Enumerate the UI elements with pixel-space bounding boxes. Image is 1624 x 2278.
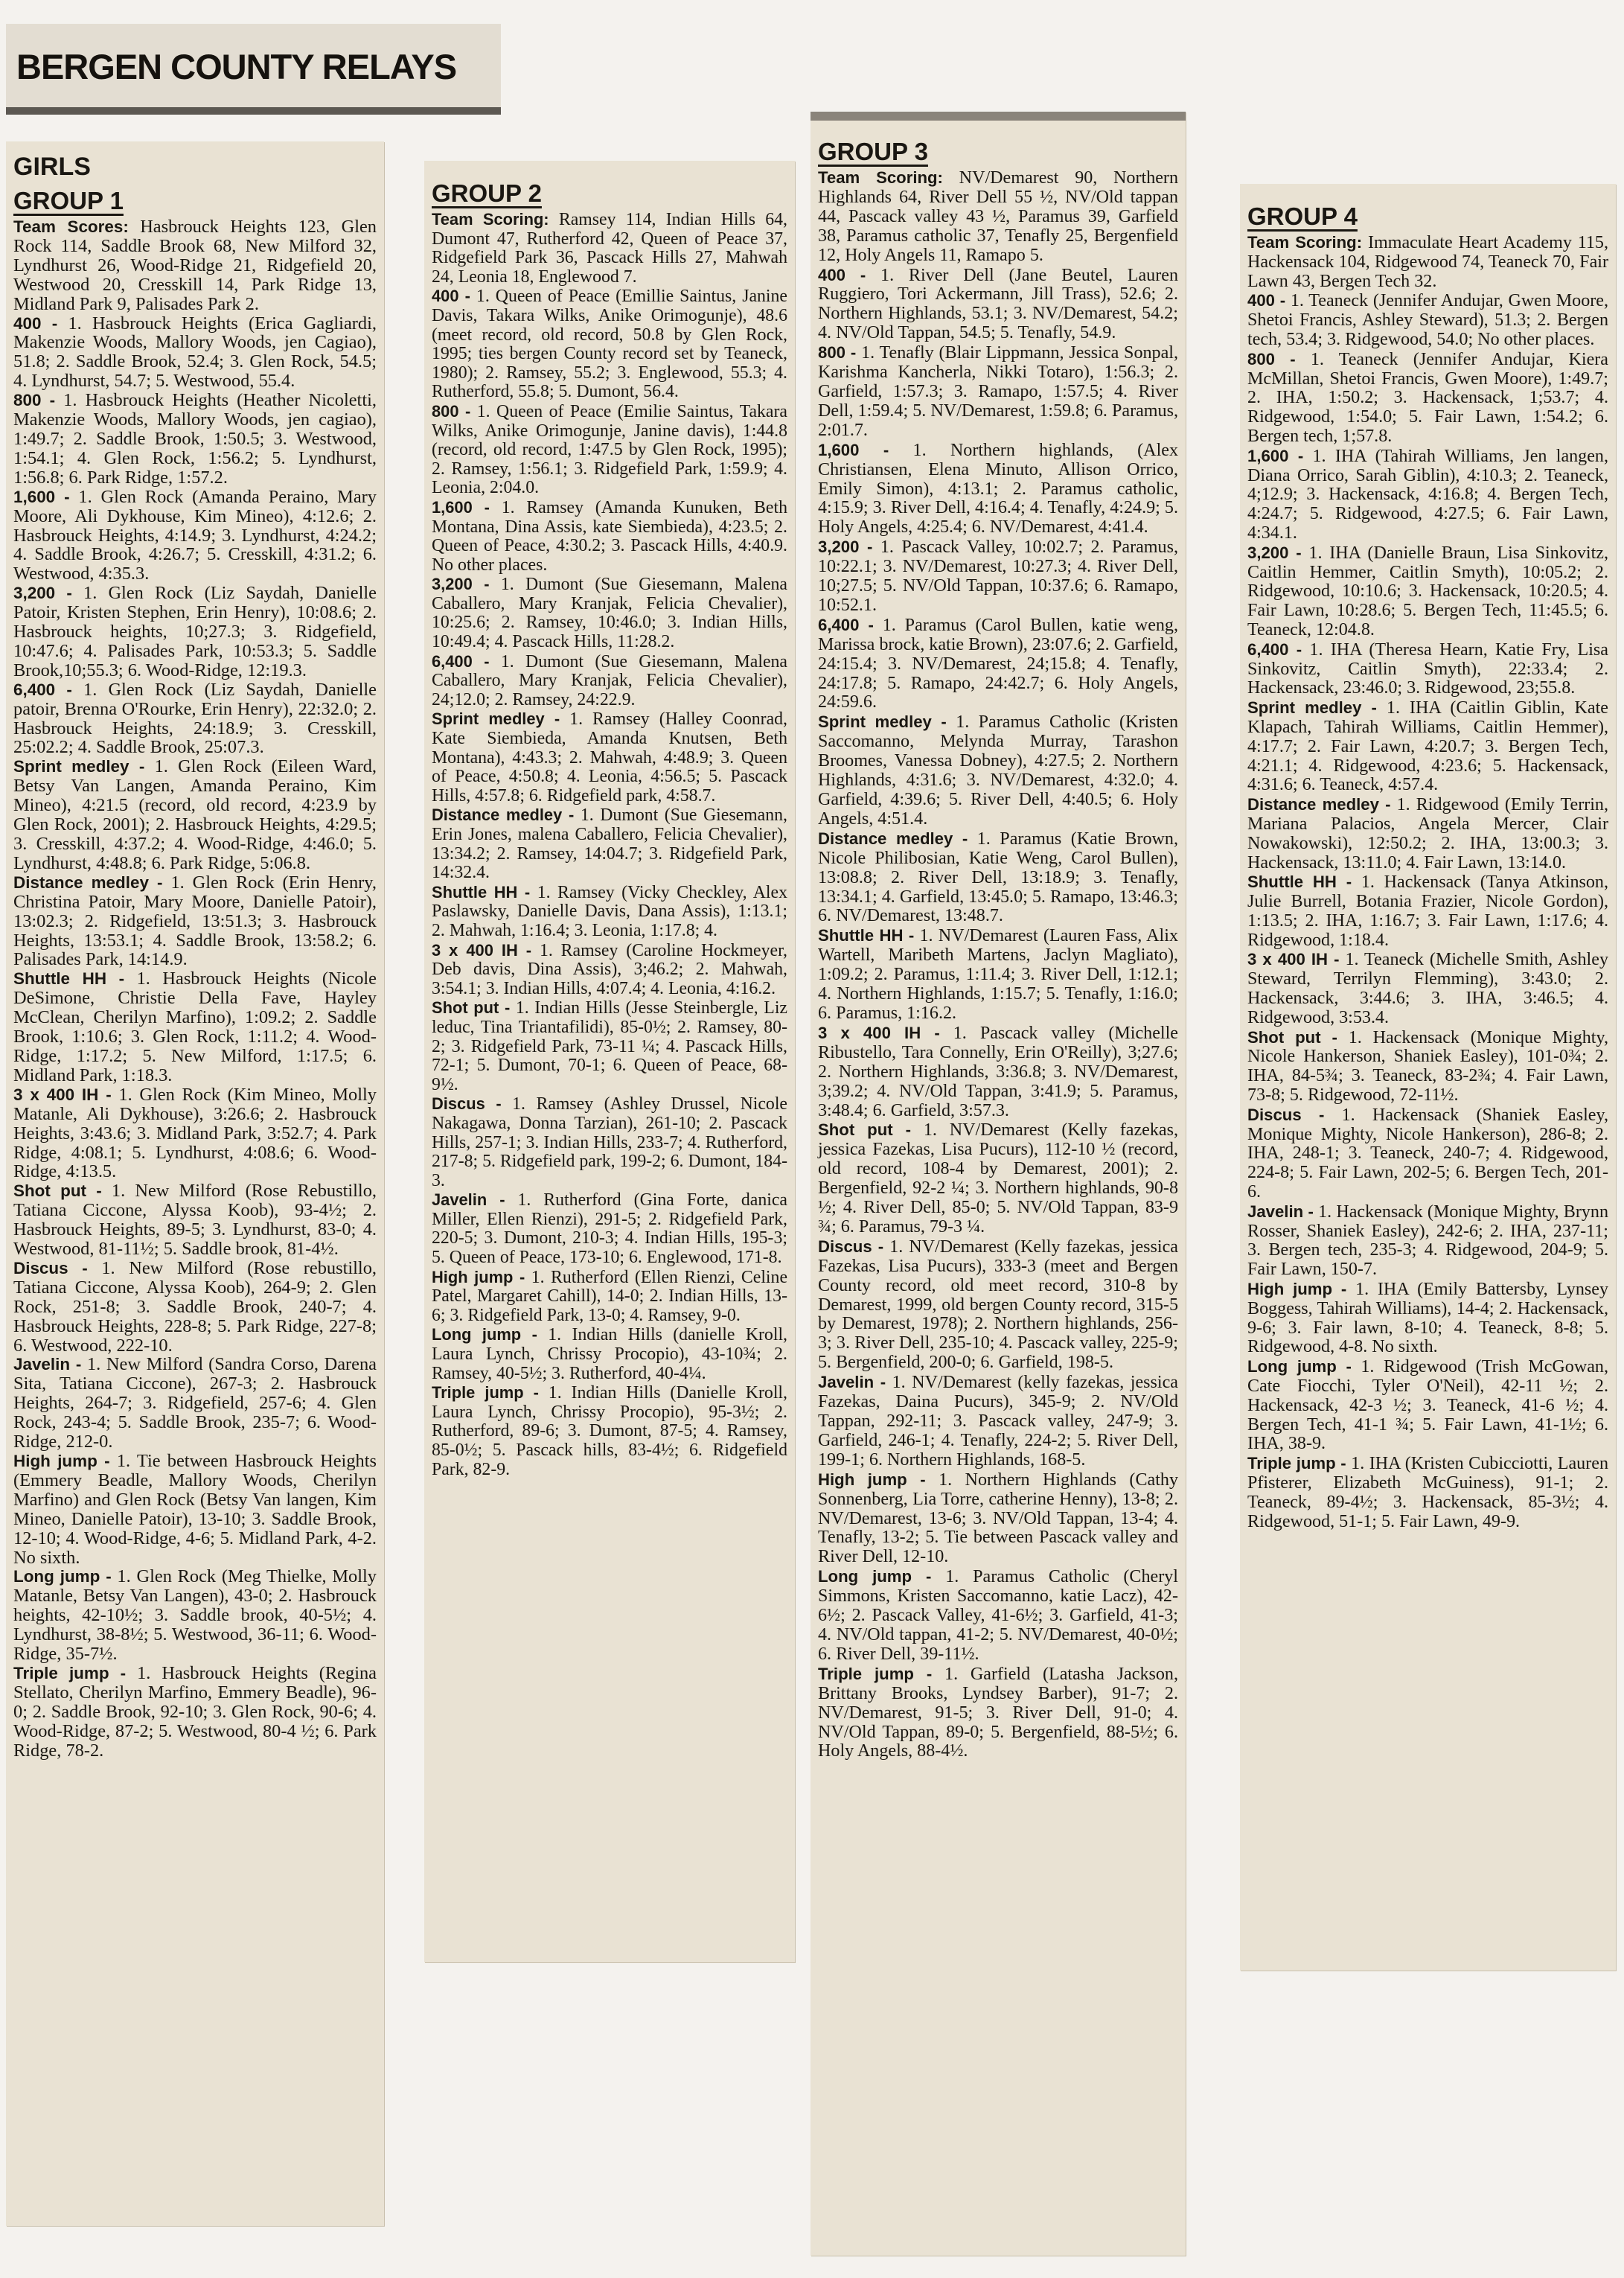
result-entry [432,402,787,498]
event-results: Hasbrouck Heights 123, Glen Rock 114, Saddle Brook 68, New Milford 32, Lyndhurst 26, Wood-Ridge 21, Ridgefield 20, Westwood 20, Cresskill 14, Park Ridge 13, Midland Park 9, Palisades Park 2. [13,217,377,314]
result-entry [13,1664,377,1761]
event-label: 1,600 - [818,440,889,459]
event-results: 1. IHA (Danielle Braun, Lisa Sinkovitz, Caitlin Hemmer, Caitlin Smyth), 10:05.2; 2. Ridgewood, 10:10.6; 3. Hackensack, 10:20.5; 4. Fair Lawn, 10:28.6; 5. Bergen Tech, 11:45.5; 6. Teaneck, 12:04.8. [1247,543,1608,639]
event-label: Team Scoring: [1247,233,1363,252]
result-entry [818,829,1178,927]
result-entry [1247,1454,1608,1531]
result-entry [818,1470,1178,1568]
page-title: BERGEN COUNTY RELAYS [16,47,457,86]
header-banner [6,24,501,115]
event-label: Sprint medley - [1247,698,1377,718]
result-entry [432,1094,787,1190]
event-results: 1. Glen Rock (Kim Mineo, Molly Matanle, Ali Dykhouse), 3:26.6; 2. Hasbrouck Heights, 3:43.6; 3. Midland Park, 3:52.7; 4. Park Ridge, 4:08.1; 5. Lyndhurst, 4:08.6; 6. Wood-Ridge, 4:13.5. [13,1084,377,1182]
event-results: 1. IHA (Tahirah Williams, Jen langen, Diana Orrico, Sarah Giblin), 4:10.3; 2. Teaneck, 4;12.9; 3. Hackensack, 4:16.8; 4. Bergen Tech, 4:24.7; 5. Ridgewood, 4:27.5; 6. Fair Lawn, 4:34.1. [1247,446,1608,543]
event-label: High jump - [1247,1280,1347,1299]
result-entry [1247,1028,1608,1106]
event-results: 1. Hackensack (Shaniek Easley, Monique Mighty, Nicole Hankerson), 286-8; 2. IHA, 248-1; 3. Teaneck, 240-7; 4. Ridgewood, 224-8; 5. Fair Lawn, 202-5; 6. Bergen Tech, 201-6. [1247,1105,1608,1202]
result-entry [432,575,787,651]
event-results: 1. Hackensack (Monique Mighty, Brynn Rosser, Shaniek Easley), 242-6; 2. IHA, 237-11; 3. Bergen tech, 235-3; 4. Ridgewood, 204-9; 5. Fair Lawn, 150-7. [1247,1202,1608,1280]
event-label: Discus - [1247,1105,1325,1124]
event-label: Sprint medley - [13,757,145,776]
result-entry [13,391,377,488]
event-label: 400 - [432,287,470,306]
result-entry [1247,350,1608,447]
event-label: Long jump - [1247,1357,1352,1376]
event-label: Shuttle HH - [432,882,531,902]
event-label: Discus - [13,1258,88,1277]
event-results: 1. IHA (Kristen Cubicciotti, Lauren Pfisterer, Elizabeth McGuiness), 91-1; 2. Teaneck, 89-4½; 3. Hackensack, 85-3½; 4. Ridgewood, 51-1; 5. Fair Lawn, 49-9. [1247,1454,1608,1531]
result-entry [432,1383,787,1479]
event-label: Team Scoring: [818,168,943,187]
result-entry [1247,698,1608,795]
event-results: 1. River Dell (Jane Beutel, Lauren Ruggiero, Tori Ackermann, Jill Trass), 52.6; 2. Northern Highlands, 53.1; 3. NV/Demarest, 54.2; 4. NV/Old Tappan, 54.5; 5. Tenafly, 54.9. [818,265,1178,343]
event-label: 1,600 - [1247,446,1304,465]
result-entry [13,1181,377,1259]
event-results: 1. Pascack valley (Michelle Ribustello, Tara Connelly, Erin O'Reilly), 3;27.6; 2. Northern Highlands, 3:36.8; 3. NV/Demarest, 3;39.2; 4. NV/Old Tappan, 3:41.9; 5. Paramus, 3:48.4; 6. Garfield, 3:57.3. [818,1023,1178,1120]
results-text [1247,233,1608,1531]
event-label: 800 - [432,401,471,421]
result-entry [432,805,787,882]
event-label: 1,600 - [13,487,70,506]
event-results: 1. Ramsey (Halley Coonrad, Kate Siembieda, Amanda Knutsen, Beth Montana), 4:43.3; 2. Mahwah, 4:48.9; 3. Queen of Peace, 4:50.8; 4. Leonia, 4:56.5; 5. Pascack Hills, 4:57.8; 6. Ridgefield park, 4:58.7. [432,709,787,805]
result-entry [1247,640,1608,698]
event-results: 1. Hackensack (Tanya Atkinson, Julie Burrell, Botania Frazier, Nicole Gordon), 1:13.5; 2. IHA, 1:16.7; 3. Fair Lawn, 1:17.6; 4. Ridgewood, 1:18.4. [1247,872,1608,950]
event-results: 1. Glen Rock (Erin Henry, Christina Patoir, Mary Moore, Danielle Patoir), 13:02.3; 2. Ridgefield, 13:51.3; 3. Hasbrouck Heights, 13:53.1; 4. Saddle Brook, 13:58.2; 6. Palisades Park, 14:14.9. [13,872,377,970]
result-entry [13,217,377,314]
event-label: Triple jump - [818,1664,933,1683]
event-label: 6,400 - [1247,639,1302,659]
event-results: 1. IHA (Theresa Hearn, Katie Fry, Lisa Sinkovitz, Caitlin Smyth), 22:33.4; 2. Hackensack, 23:46.0; 3. Ridgewood, 23;55.8. [1247,639,1609,698]
event-label: High jump - [818,1470,926,1489]
event-label: 400 - [1247,291,1286,310]
event-results: NV/Demarest 90, Northern Highlands 64, River Dell 55 ½, NV/Old tappan 44, Pascack valley 43 ½, Paramus 39, Garfield 38, Paramus catholic 37, Tenafly 25, Bergenfield 12, Holy Angels 11, Ramapo 5. [818,168,1178,265]
event-results: 1. Dumont (Sue Giesemann, Malena Caballero, Mary Kranjak, Felicia Chevalier), 10:25.6; 2. Ramsey, 10:46.0; 3. Indian Hills, 10:49.4; 4. Pascack Hills, 11:28.2. [432,575,787,652]
result-entry [13,1355,377,1452]
result-entry [432,1325,787,1383]
result-entry [13,488,377,584]
event-label: 1,600 - [432,497,490,517]
result-entry [818,712,1178,829]
event-results: 1. Glen Rock (Liz Saydah, Danielle patoir, Brenna O'Rourke, Erin Henry), 22:32.0; 2. Hasbrouck Heights, 24:18.9; 3. Cresskill, 25:02.2; 4. Saddle Brook, 25:07.3. [13,679,377,758]
event-label: Distance medley - [432,805,575,825]
group-heading: GROUP 2 [432,179,542,207]
event-results: 1. Hasbrouck Heights (Regina Stellato, Cherilyn Marfino, Emmery Beadle), 96-0; 2. Saddle Brook, 92-10; 3. Glen Rock, 90-6; 4. Wood-Ridge, 87-2; 5. Westwood, 80-4 ½; 6. Park Ridge, 78-2. [13,1662,377,1761]
event-results: 1. Glen Rock (Eileen Ward, Betsy Van Langen, Amanda Peraino, Kim Mineo), 4:21.5 (record, old record, 4:23.9 by Glen Rock, 2001); 2. Hasbrouck Heights, 4:29.5; 3. Cresskill, 4:37.2; 4. Wood-Ridge, 4:46.0; 5. Lyndhurst, 4:48.8; 6. Park Ridge, 5:06.8. [13,756,377,873]
event-results: 1. Teaneck (Jennifer Andujar, Kiera McMillan, Shetoi Francis, Gwen Moore), 1:49.7; 2. IHA, 1:50.2; 3. Hackensack, 1;53.7; 4. Ridgewood, 1:54.0; 5. Fair Lawn, 1:54.2; 6. Bergen tech, 1;57.8. [1247,349,1608,446]
event-label: Distance medley - [13,872,163,892]
result-entry [818,1024,1178,1121]
event-label: Distance medley - [818,829,968,848]
event-results: 1. Indian Hills (danielle Kroll, Laura Lynch, Chrissy Procopio), 43-10¾; 2. Ramsey, 40-5½; 3. Rutherford, 40-4¼. [432,1325,788,1383]
event-results: 1. Hasbrouck Heights (Heather Nicoletti, Makenzie Woods, Mallory Woods, jen cagiao), 1:49.7; 2. Saddle Brook, 1:50.5; 3. Westwood, 1:54.1; 4. Glen Rock, 1:56.2; 5. Lyndhurst, 1:56.8; 6. Park Ridge, 1:57.2. [13,390,377,488]
event-label: Shot put - [13,1181,102,1201]
event-results: 1. Ridgewood (Emily Terrin, Mariana Palacios, Angela Mercer, Clair Nowakowski), 12:50.2; 2. IHA, 13:00.3; 3. Hackensack, 13:11.0; 4. Fair Lawn, 13:14.0. [1247,795,1609,872]
event-results: Immaculate Heart Academy 115, Hackensack 104, Ridgewood 74, Teaneck 70, Fair Lawn 43, Bergen Tech 32. [1247,233,1609,291]
result-entry [13,1567,377,1664]
event-label: Shuttle HH - [818,926,915,945]
result-entry [13,757,377,872]
result-entry [1247,1202,1608,1280]
event-results: 1. IHA (Caitlin Giblin, Kate Klapach, Tahirah Williams, Caitlin Hemmer), 4:17.7; 2. Fair Lawn, 4:20.7; 3. Bergen Tech, 4:21.1; 4. Ridgewood, 4:23.6; 5. Hackensack, 4:31.6; 6. Teaneck, 4:57.4. [1247,698,1608,795]
event-results: 1. Dumont (Sue Giesemann, Erin Jones, malena Caballero, Felicia Chevalier), 13:34.2; 2. Ramsey, 14:04.7; 3. Ridgefield Park, 14:32.4. [432,805,787,883]
result-entry [1247,1280,1608,1357]
event-label: Triple jump - [432,1383,539,1403]
divider-bar [811,112,1186,121]
clipping-group-3 [811,112,1186,2256]
event-results: 1. Ramsey (Ashley Drussel, Nicole Nakagawa, Donna Tarzian), 261-10; 2. Pascack Hills, 257-1; 3. Indian Hills, 233-7; 4. Rutherford, 217-8; 5. Ridgefield park, 199-2; 6. Dumont, 184-3. [432,1094,787,1190]
result-entry [13,873,377,970]
result-entry [13,969,377,1085]
result-entry [13,1259,377,1356]
event-label: 3,200 - [1247,543,1302,562]
event-label: 800 - [13,391,56,410]
results-text [13,217,377,1761]
event-results: 1. Teaneck (Michelle Smith, Ashley Steward, Terrilyn Flemming), 3:43.0; 2. Hackensack, 3:44.6; 3. IHA, 3:46.5; 4. Ridgewood, 3:53.4. [1247,950,1608,1027]
result-entry [818,537,1178,616]
clipping-group-4 [1240,184,1616,1971]
event-label: 6,400 - [432,651,490,671]
result-entry [13,1452,377,1567]
event-results: 1. Queen of Peace (Emillie Saintus, Janine Davis, Takara Wilks, Anike Orimogunje), 48.6 (meet record, old record, 50.8 by Glen Rock, 1995; ties bergen County record set by Teaneck, 1980); 2. Ramsey, 55.2; 3. Englewood, 55.3; 4. Rutherford, 55.8; 5. Dumont, 56.4. [432,287,787,402]
event-label: 400 - [13,313,58,333]
event-label: Distance medley - [1247,795,1391,814]
event-label: Shot put - [1247,1027,1337,1047]
event-results: 1. Ramsey (Amanda Kunuken, Beth Montana, Dina Assis, kate Siembieda), 4:23.5; 2. Queen of Peace, 4:30.2; 3. Pascack Hills, 4:40.9. No other places. [432,497,787,575]
event-label: Shot put - [432,998,511,1018]
results-text [432,210,787,1479]
event-label: Shuttle HH - [1247,872,1352,892]
event-label: Sprint medley - [818,712,947,732]
result-entry [818,266,1178,344]
event-results: 1. New Milford (Sandra Corso, Darena Sita, Tatiana Ciccone), 267-3; 2. Hasbrouck Heights, 264-7; 3. Ridgefield, 257-6; 4. Glen Rock, 243-4; 5. Saddle Brook, 235-7; 6. Wood-Ridge, 212-0. [13,1354,377,1452]
event-label: Shot put - [818,1120,911,1140]
event-label: 3 x 400 IH - [13,1085,112,1104]
result-entry [432,287,787,402]
result-entry [1247,1357,1608,1454]
event-results: 1. Teaneck (Jennifer Andujar, Gwen Moore, Shetoi Francis, Ashley Steward), 51.3; 2. Bergen tech, 53.4; 3. Ridgewood, 54.0; No other places. [1247,291,1608,349]
result-entry [13,680,377,758]
event-results: 1. Rutherford (Gina Forte, danica Miller, Ellen Rienzi), 291-5; 2. Ridgefield Park, 220-5; 3. Dumont, 210-3; 4. Indian Hills, 195-3; 5. Queen of Peace, 173-10; 6. Englewood, 171-8. [432,1190,787,1268]
event-label: 3 x 400 IH - [818,1023,940,1042]
result-entry [13,1085,377,1182]
event-results: 1. Ramsey (Caroline Hockmeyer, Deb davis, Dina Assis), 3;46.2; 2. Mahwah, 3:54.1; 3. Indian Hills, 4:07.4; 4. Leonia, 4:16.2. [432,940,787,998]
event-label: Javelin - [13,1355,82,1374]
event-results: 1. NV/Demarest (kelly fazekas, jessica Fazekas, Daina Pucurs), 345-9; 2. NV/Old Tappan, 292-11; 3. Pascack valley, 247-9; 3. Garfield, 246-1; 4. Tenafly, 224-2; 5. River Dell, 199-1; 6. Northern Highlands, 168-5. [818,1373,1179,1470]
result-entry [13,314,377,392]
event-label: Long jump - [13,1567,112,1586]
event-results: 1. Dumont (Sue Giesemann, Malena Caballero, Mary Kranjak, Felicia Chevalier), 24;12.0; 2. Ramsey, 24:22.9. [432,651,787,709]
event-label: Discus - [432,1094,502,1114]
event-results: 1. Glen Rock (Meg Thielke, Molly Matanle, Betsy Van Langen), 43-0; 2. Hasbrouck heights, 42-10½; 3. Saddle brook, 40-5½; 4. Lyndhurst, 38-8½; 5. Westwood, 36-11; 6. Wood-Ridge, 35-7½. [13,1566,377,1665]
result-entry [432,941,787,999]
event-label: 3,200 - [818,537,873,557]
result-entry [432,1268,787,1326]
result-entry [818,1567,1178,1665]
result-entry [1247,795,1608,872]
event-label: Long jump - [432,1325,537,1344]
result-entry [1247,872,1608,950]
event-results: 1. Rutherford (Ellen Rienzi, Celine Patel, Margaret Cahill), 14-0; 2. Indian Hills, 13-6; 3. Ridgefield Park, 13-0; 4. Ramsey, 9-0. [432,1267,788,1325]
result-entry [818,616,1178,713]
result-entry [818,1373,1178,1470]
event-label: 3 x 400 IH - [1247,950,1340,969]
event-label: 3,200 - [432,575,490,594]
event-label: Discus - [818,1237,884,1256]
event-results: 1. Northern highlands, (Alex Christiansen, Elena Minuto, Allison Orrico, Emily Simon), 4:13.1; 2. Paramus catholic, 4:15.9; 3. River Dell, 4:16.4; 4. Tenafly, 4:24.9; 5. Holy Angels, 4:25.4; 6. NV/Demarest, 4:41.4. [818,440,1179,537]
section-title-girls: GIRLS [13,153,91,181]
event-label: High jump - [13,1452,110,1470]
event-results: 1. New Milford (Rose rebustillo, Tatiana Ciccone, Alyssa Koob), 264-9; 2. Glen Rock, 251-8; 3. Saddle Brook, 240-7; 4. Hasbrouck Heights, 228-8; 5. Park Ridge, 227-8; 6. Westwood, 222-10. [13,1257,377,1356]
event-results: Ramsey 114, Indian Hills 64, Dumont 47, Rutherford 42, Queen of Peace 37, Ridgefield Park 36, Pascack Hills 27, Mahwah 24, Leonia 18, Englewood 7. [432,210,787,287]
results-text [818,168,1178,1761]
result-entry [818,1120,1178,1237]
event-label: Triple jump - [13,1663,127,1682]
group-heading: GROUP 4 [1247,202,1358,230]
event-results: 1. Pascack Valley, 10:02.7; 2. Paramus, 10:22.1; 3. NV/Demarest, 10:27.3; 4. River Dell, 10;27.5; 5. NV/Old Tappan, 10:37.6; 6. Ramapo, 10:52.1. [818,537,1178,615]
result-entry [1247,1106,1608,1202]
event-label: Shuttle HH - [13,969,125,989]
event-results: 1. Hackensack (Monique Mighty, Nicole Hankerson, Shaniek Easley), 101-0¾; 2. IHA, 84-5¾; 3. Teaneck, 83-2¾; 4. Fair Lawn, 73-8; 5. Ridgewood, 72-11½. [1247,1027,1608,1106]
event-label: 800 - [818,343,857,363]
event-results: 1. Hasbrouck Heights (Nicole DeSimone, Christie Della Fave, Hayley McClean, Cherilyn Marfino), 1:09.2; 2. Saddle Brook, 1:10.6; 3. Glen Rock, 1:11.2; 4. Wood-Ridge, 1:17.2; 5. New Milford, 1:17.5; 6. Midland Park, 1:18.3. [13,969,377,1085]
result-entry [432,709,787,805]
result-entry [1247,950,1608,1027]
result-entry [13,584,377,680]
event-label: Sprint medley - [432,709,560,729]
event-label: 6,400 - [13,680,72,699]
event-results: 1. Paramus Catholic (Cheryl Simmons, Kristen Saccomanno, katie Lacz), 42-6½; 2. Pascack Valley, 41-6½; 3. Garfield, 41-3; 4. NV/Old tappan, 41-2; 5. NV/Demarest, 40-0½; 6. River Dell, 39-11½. [818,1567,1178,1664]
group-heading: GROUP 1 [13,187,124,214]
event-results: 1. Paramus Catholic (Kristen Saccomanno, Melynda Murray, Tarashon Broomes, Vanessa Dobney), 4:27.5; 2. Northern Highlands, 4:31.6; 3. NV/Demarest, 4:32.0; 4. Garfield, 4:39.6; 5. River Dell, 4:40.5; 6. Holy Angels, 4:51.4. [818,712,1178,829]
event-results: 1. Ramsey (Vicky Checkley, Alex Paslawsky, Danielle Davis, Dana Assis), 1:13.1; 2. Mahwah, 1:16.4; 3. Leonia, 1:17.8; 4. [432,882,788,940]
event-results: 1. Paramus (Katie Brown, Nicole Philibosian, Katie Weng, Carol Bullen), 13:08.8; 2. River Dell, 13:18.9; 3. Tenafly, 13:34.1; 4. Garfield, 13:45.0; 5. Ramapo, 13:46.3; 6. NV/Demarest, 13:48.7. [818,829,1179,926]
result-entry [432,652,787,710]
event-results: 1. Tie between Hasbrouck Heights (Emmery Beadle, Mallory Woods, Cherilyn Marfino) and Glen Rock (Betsy Van langen, Kim Mineo, Danielle Patoir), 13-10; 3. Saddle Brook, 12-10; 4. Wood-Ridge, 4-6; 5. Midland Park, 4-2. No sixth. [13,1451,377,1568]
event-label: 6,400 - [818,615,874,634]
result-entry [1247,543,1608,640]
event-label: High jump - [432,1267,525,1286]
event-label: 3 x 400 IH - [432,940,532,960]
result-entry [1247,447,1608,543]
event-label: Triple jump - [1247,1454,1346,1473]
event-results: 1. Northern Highlands (Cathy Sonnenberg, Lia Torre, catherine Henny), 13-8; 2. NV/Demarest, 13-6; 3. NV/Old Tappan, 13-4; 4. Tenafly, 13-2; 5. Tie between Pascack valley and River Dell, 12-10. [818,1470,1178,1567]
event-label: 3,200 - [13,584,72,603]
result-entry [1247,291,1608,349]
clipping-group-1 [6,141,384,2226]
event-results: 1. Tenafly (Blair Lippmann, Jessica Sonpal, Karishma Kancherla, Nikki Totaro), 1:56.3; 2. Garfield, 1:57.3; 3. Ramapo, 1:57.5; 4. River Dell, 1:59.4; 5. NV/Demarest, 1:59.8; 6. Paramus, 2:01.7. [818,343,1178,440]
event-label: Javelin - [818,1373,886,1392]
result-entry [818,926,1178,1024]
event-results: 1. Indian Hills (Danielle Kroll, Laura Lynch, Chrissy Procopio), 95-3½; 2. Rutherford, 89-6; 3. Dumont, 87-5; 4. Ramsey, 85-0½; 5. Pascack hills, 83-4½; 6. Ridgefield Park, 82-9. [432,1383,787,1479]
event-label: Javelin - [432,1190,505,1210]
event-label: Long jump - [818,1567,932,1586]
event-label: Javelin - [1247,1202,1314,1221]
event-results: 1. NV/Demarest (Kelly fazekas, jessica Fazekas, Lisa Pucurs), 333-3 (meet and Bergen County record, old meet record, 310-8 by Demarest, 1999, old bergen County record, 315-5 by Demarest, 1978); 2. Northern highlands, 256-3; 3. River Dell, 235-10; 4. Pascack valley, 225-9; 5. Bergenfield, 200-0; 6. Garfield, 198-5. [818,1237,1178,1373]
event-results: 1. NV/Demarest (Kelly fazekas, jessica Fazekas, Lisa Pucurs), 112-10 ½ (record, old record, 108-4 by Demarest, 2001); 2. Bergenfield, 92-2 ¼; 3. Northern highlands, 90-8 ½; 4. River Dell, 85-0; 5. NV/Old Tappan, 83-9 ¾; 6. Paramus, 79-3 ¼. [818,1120,1178,1237]
event-results: 1. IHA (Emily Battersby, Lynsey Boggess, Tahirah Williams), 14-4; 2. Hackensack, 9-6; 3. Fair lawn, 8-10; 4. Teaneck, 8-8; 5. Ridgewood, 4-8. No sixth. [1247,1280,1608,1357]
event-label: 800 - [1247,349,1296,368]
result-entry [818,1665,1178,1762]
result-entry [432,998,787,1094]
result-entry [432,210,787,287]
event-results: 1. NV/Demarest (Lauren Fass, Alix Wartell, Maribeth Martens, Jaclyn Magliato), 1:09.2; 2. Paramus, 1:11.4; 3. River Dell, 1:12.1; 4. Northern Highlands, 1:15.7; 5. Tenafly, 1:16.0; 6. Paramus, 1:16.2. [818,926,1178,1023]
event-results: 1. Garfield (Latasha Jackson, Brittany Brooks, Lyndsey Barber), 91-7; 2. NV/Demarest, 91-5; 3. River Dell, 91-0; 4. NV/Old Tappan, 89-0; 5. Bergenfield, 88-5½; 6. Holy Angels, 88-4½. [818,1664,1178,1761]
result-entry [432,883,787,941]
clipping-group-2 [424,161,795,1962]
result-entry [432,1190,787,1267]
result-entry [432,498,787,575]
result-entry [818,1237,1178,1373]
event-results: 1. Paramus (Carol Bullen, katie weng, Marissa brock, katie Brown), 23:07.6; 2. Garfield, 24:15.4; 3. NV/Demarest, 24;15.8; 4. Tenafly, 24:17.8; 5. Ramapo, 24:42.7; 6. Holy Angels, 24:59.6. [818,615,1179,712]
event-results: 1. Ridgewood (Trish McGowan, Cate Fiocchi, Tyler O'Neil), 42-11 ½; 2. Hackensack, 42-3 ½; 3. Teaneck, 41-6 ½; 4. Bergen Tech, 41-1 ¾; 5. Fair Lawn, 41-1½; 6. IHA, 38-9. [1247,1357,1608,1454]
event-results: 1. Queen of Peace (Emilie Saintus, Takara Wilks, Anike Orimogunje, Janine davis), 1:44.8 (record, old record, 1:47.5 by Glen Rock, 1995); 2. Ramsey, 1:56.1; 3. Ridgefield Park, 1:59.9; 4. Leonia, 2:04.0. [432,401,787,498]
event-results: 1. Glen Rock (Liz Saydah, Danielle Patoir, Kristen Stephen, Erin Henry), 10:08.6; 2. Hasbrouck heights, 10;27.3; 3. Ridgefield, 10:47.6; 4. Palisades Park, 10:53.3; 5. Saddle Brook,10;55.3; 6. Wood-Ridge, 12:19.3. [13,583,377,680]
group-heading: GROUP 3 [818,138,928,165]
result-entry [818,441,1178,538]
event-label: Team Scores: [13,217,129,236]
result-entry [818,343,1178,441]
event-label: 400 - [818,265,866,284]
event-results: 1. Indian Hills (Jesse Steinbergle, Liz leduc, Tina Triantafilidi), 85-0½; 2. Ramsey, 80-2; 3. Ridgefield Park, 73-11 ¼; 4. Pascack Hills, 72-1; 5. Dumont, 70-1; 6. Queen of Peace, 68-9½. [432,998,787,1094]
event-results: 1. Glen Rock (Amanda Peraino, Mary Moore, Ali Dykhouse, Kim Mineo), 4:12.6; 2. Hasbrouck Heights, 4:14.9; 3. Lyndhurst, 4:24.2; 4. Saddle Brook, 4:26.7; 5. Cresskill, 4:31.2; 6. Westwood, 4:35.3. [13,486,377,584]
result-entry [818,168,1178,266]
event-results: 1. New Milford (Rose Rebustillo, Tatiana Ciccone, Alyssa Koob), 93-4½; 2. Hasbrouck Heights, 89-5; 3. Lyndhurst, 83-0; 4. Westwood, 81-11½; 5. Saddle brook, 81-4½. [13,1181,377,1260]
result-entry [1247,233,1608,291]
event-label: Team Scoring: [432,210,549,229]
event-results: 1. Hasbrouck Heights (Erica Gagliardi, Makenzie Woods, Mallory Woods, jen Cagiao), 51.8; 2. Saddle Brook, 52.4; 3. Glen Rock, 54.5; 4. Lyndhurst, 54.7; 5. Westwood, 55.4. [13,313,377,392]
